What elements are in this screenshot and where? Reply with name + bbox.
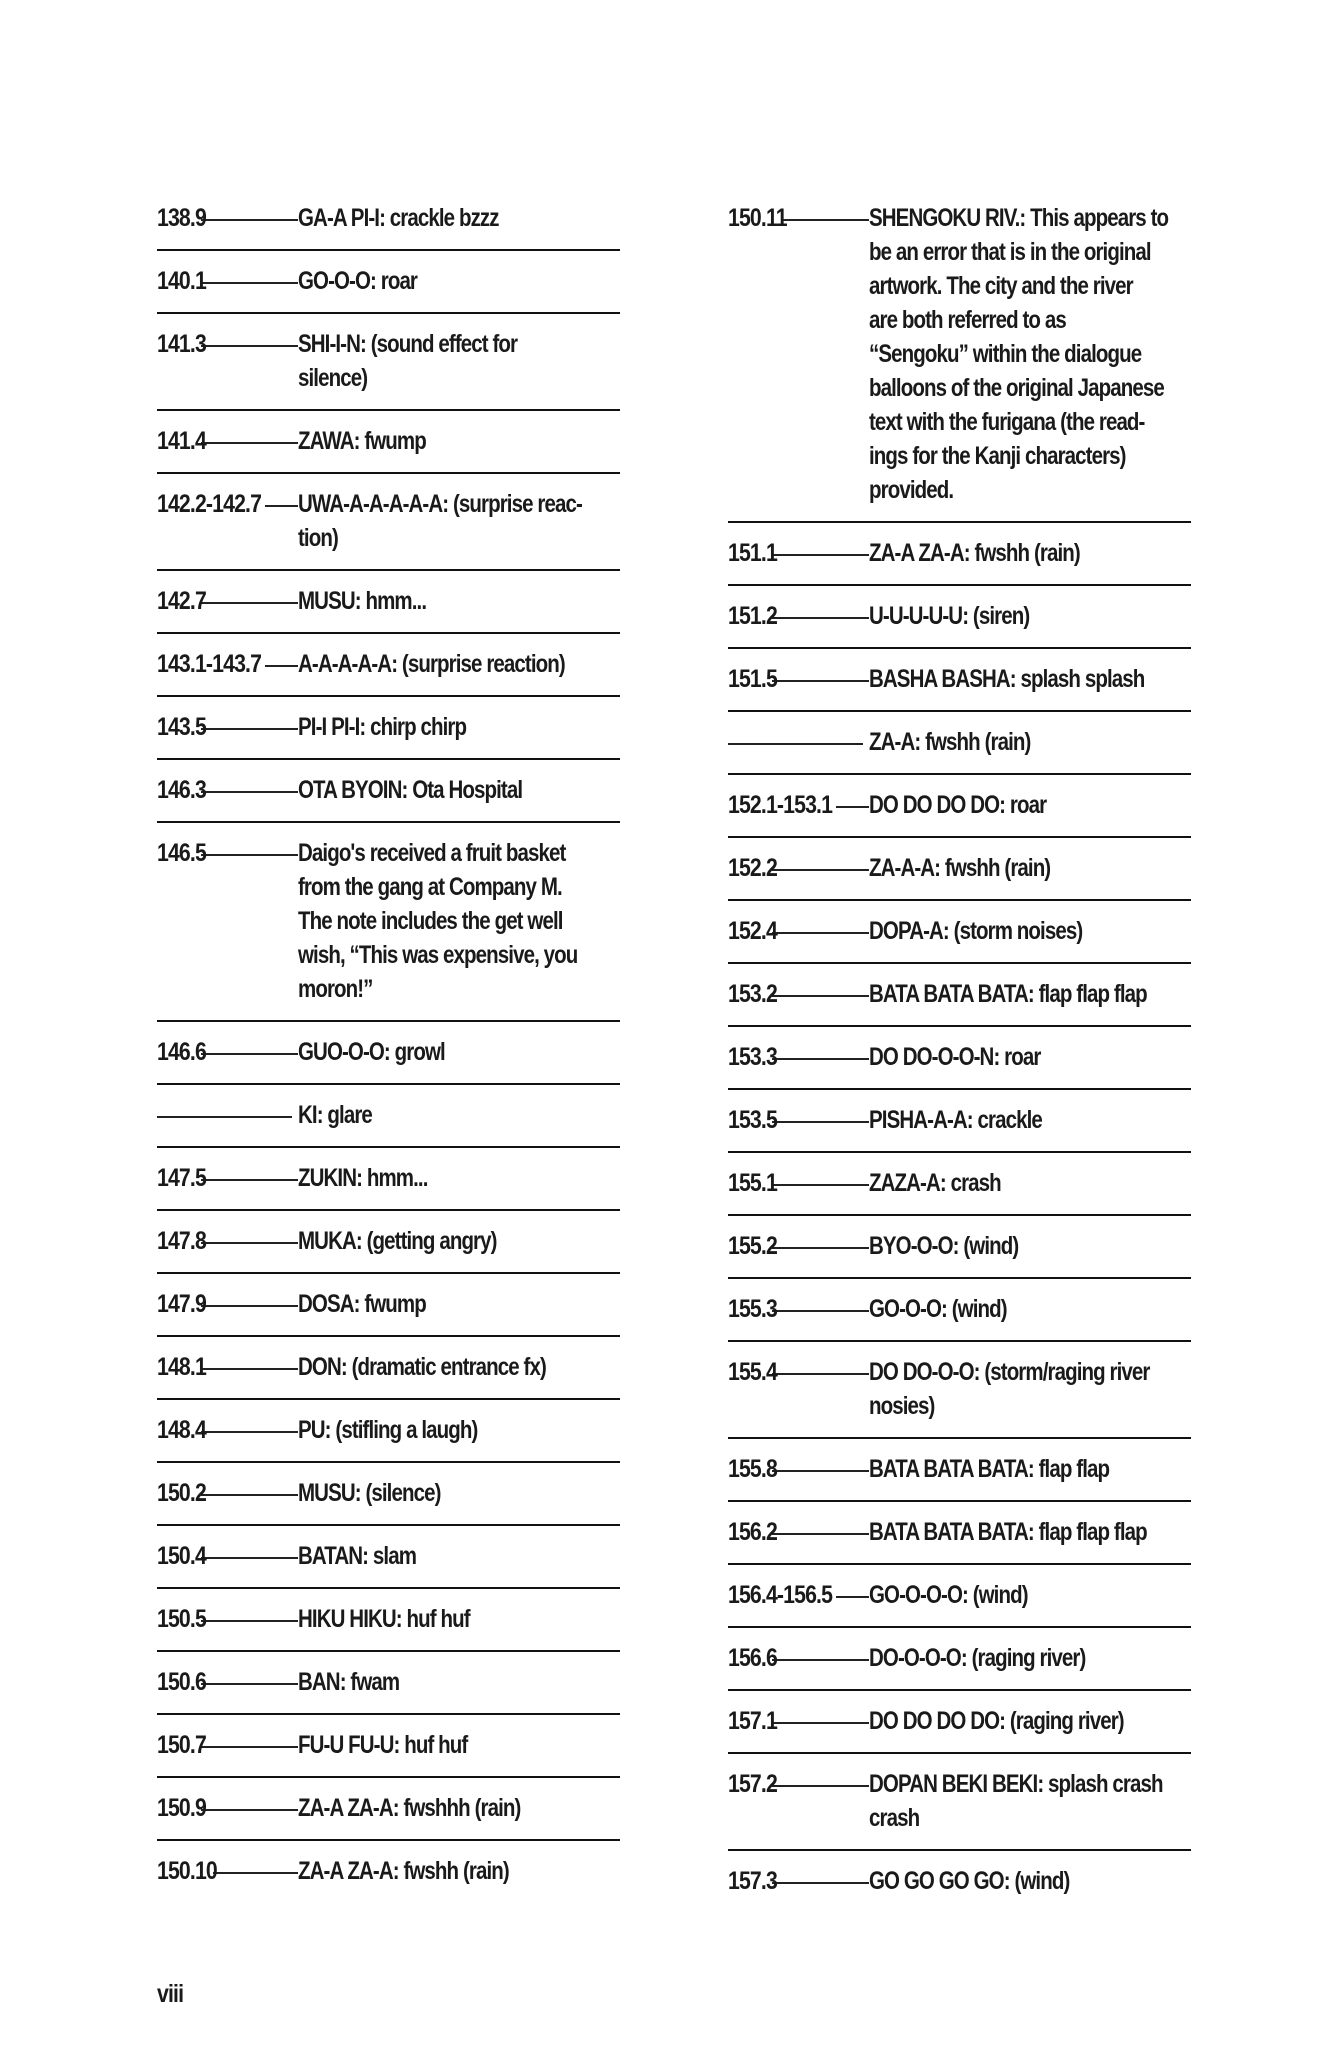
translation-line: DO-O-O-O: (raging river) xyxy=(869,1644,1086,1672)
leader-dash xyxy=(201,1431,298,1433)
leader-dash xyxy=(201,442,298,444)
entry-reference xyxy=(728,851,869,885)
entry-translation xyxy=(869,1355,1211,1423)
leader-dash xyxy=(836,806,869,808)
entry-reference xyxy=(728,1767,869,1835)
page-panel-number: 140.1 xyxy=(157,267,206,295)
page-panel-number: 138.9 xyxy=(157,204,206,232)
entry-translation xyxy=(869,536,1191,570)
entry-translation xyxy=(869,1166,1191,1200)
translation-line: wish, “This was expensive, you xyxy=(298,941,578,969)
entry-translation xyxy=(869,1452,1191,1486)
translation-line: DO DO DO DO: (raging river) xyxy=(869,1707,1124,1735)
translation-line: from the gang at Company M. xyxy=(298,873,562,901)
leader-dash xyxy=(213,1872,298,1874)
glossary-entry xyxy=(728,1279,1191,1342)
entry-translation xyxy=(869,851,1191,885)
translation-line: UWA-A-A-A-A-A: (surprise reac- xyxy=(298,490,582,518)
entry-reference xyxy=(728,1704,869,1738)
page-panel-number: 150.2 xyxy=(157,1479,206,1507)
leader-dash xyxy=(772,554,869,556)
entry-reference xyxy=(157,1098,298,1132)
entry-translation xyxy=(298,836,639,1006)
entry-reference xyxy=(728,725,869,759)
entry-reference xyxy=(157,1728,298,1762)
translation-line: BATA BATA BATA: flap flap flap xyxy=(869,980,1147,1008)
entry-translation xyxy=(298,487,644,555)
page-panel-number: 141.4 xyxy=(157,427,206,455)
page-panel-number: 155.3 xyxy=(728,1295,777,1323)
glossary-entry xyxy=(728,1090,1191,1153)
entry-reference xyxy=(157,773,298,807)
leader-dash xyxy=(772,1785,869,1787)
entry-reference xyxy=(728,1864,869,1898)
page-panel-number: 142.2-142.7 xyxy=(157,490,262,518)
entry-translation xyxy=(869,977,1208,1011)
entry-translation xyxy=(298,1161,620,1195)
page-panel-number: 151.1 xyxy=(728,539,777,567)
page-panel-number: 143.1-143.7 xyxy=(157,650,262,678)
page-panel-number: 150.11 xyxy=(728,204,787,232)
leader-dash xyxy=(201,1494,298,1496)
page-panel-number: 152.4 xyxy=(728,917,777,945)
leader-dash xyxy=(201,1683,298,1685)
translation-line: GO GO GO GO: (wind) xyxy=(869,1867,1070,1895)
entry-translation xyxy=(298,1854,620,1888)
leader-dash xyxy=(772,1533,869,1535)
translation-line: balloons of the original Japanese xyxy=(869,374,1164,402)
page-panel-number: 147.9 xyxy=(157,1290,206,1318)
page-panel-number: 157.3 xyxy=(728,1867,777,1895)
leader-dash xyxy=(201,1179,298,1181)
translation-line: BATA BATA BATA: flap flap xyxy=(869,1455,1110,1483)
translation-line: BAN: fwam xyxy=(298,1668,400,1696)
page-panel-number: 152.1-153.1 xyxy=(728,791,833,819)
leader-dash xyxy=(772,1722,869,1724)
entry-reference xyxy=(157,1854,298,1888)
entry-translation xyxy=(298,584,620,618)
glossary-entry xyxy=(157,571,620,634)
leader-dash xyxy=(201,1809,298,1811)
translation-line: PI-I PI-I: chirp chirp xyxy=(298,713,467,741)
entry-reference xyxy=(728,599,869,633)
leader-dash xyxy=(201,1053,298,1055)
translation-line: Daigo's received a fruit basket xyxy=(298,839,566,867)
page-panel-number: 150.4 xyxy=(157,1542,206,1570)
entry-translation xyxy=(869,1229,1191,1263)
leader-dash xyxy=(772,1247,869,1249)
page-panel-number: 143.5 xyxy=(157,713,206,741)
glossary-entry xyxy=(728,1565,1191,1628)
entry-translation xyxy=(298,1728,620,1762)
glossary-entry xyxy=(728,586,1191,649)
translation-line: MUSU: (silence) xyxy=(298,1479,441,1507)
entry-reference xyxy=(157,1161,298,1195)
entry-translation xyxy=(298,773,620,807)
page-panel-number: 142.7 xyxy=(157,587,206,615)
translation-line: artwork. The city and the river xyxy=(869,272,1133,300)
entry-reference xyxy=(728,201,869,507)
entry-translation xyxy=(298,1476,620,1510)
entry-translation xyxy=(869,1040,1191,1074)
entry-reference xyxy=(157,201,298,235)
entry-translation xyxy=(298,424,620,458)
translation-line: PISHA-A-A: crackle xyxy=(869,1106,1042,1134)
entry-reference xyxy=(157,1287,298,1321)
page-panel-number: 150.10 xyxy=(157,1857,217,1885)
translation-line: A-A-A-A-A: (surprise reaction) xyxy=(298,650,565,678)
entry-reference xyxy=(728,1040,869,1074)
leader-dash xyxy=(201,1368,298,1370)
leader-dash xyxy=(772,1184,869,1186)
glossary-entry xyxy=(157,823,620,1022)
entry-reference xyxy=(728,1578,869,1612)
translation-line: DOPA-A: (storm noises) xyxy=(869,917,1083,945)
page-panel-number: 151.5 xyxy=(728,665,777,693)
glossary-entry xyxy=(728,964,1191,1027)
glossary-entry xyxy=(728,1628,1191,1691)
leader-dash xyxy=(783,219,869,221)
page-panel-number: 146.6 xyxy=(157,1038,206,1066)
glossary-entry xyxy=(728,188,1191,523)
entry-reference xyxy=(157,1350,298,1384)
translation-line: silence) xyxy=(298,364,368,392)
translation-line: KI: glare xyxy=(298,1101,372,1129)
entry-translation xyxy=(298,647,623,681)
entry-reference xyxy=(157,487,298,555)
glossary-entry xyxy=(728,1439,1191,1502)
page-panel-number: 146.3 xyxy=(157,776,206,804)
glossary-entry xyxy=(157,1778,620,1841)
glossary-entry xyxy=(157,1022,620,1085)
translation-line: nosies) xyxy=(869,1392,935,1420)
translation-line: SHI-I-N: (sound effect for xyxy=(298,330,518,358)
entry-reference xyxy=(157,1602,298,1636)
glossary-entry xyxy=(157,1841,620,1902)
glossary-entry xyxy=(728,775,1191,838)
glossary-entry xyxy=(157,474,620,571)
leader-dash xyxy=(201,345,298,347)
translation-line: GO-O-O: (wind) xyxy=(869,1295,1007,1323)
glossary-entry xyxy=(157,1274,620,1337)
entry-reference xyxy=(157,264,298,298)
translation-line: BYO-O-O: (wind) xyxy=(869,1232,1019,1260)
translation-line: DO DO-O-O-N: roar xyxy=(869,1043,1041,1071)
entry-reference xyxy=(157,1476,298,1510)
glossary-entry xyxy=(728,1027,1191,1090)
entry-translation xyxy=(869,1641,1191,1675)
leader-dash xyxy=(201,1242,298,1244)
entry-reference xyxy=(157,1665,298,1699)
translation-line: MUKA: (getting angry) xyxy=(298,1227,497,1255)
entry-translation xyxy=(869,1578,1191,1612)
entry-translation xyxy=(298,710,620,744)
entry-translation xyxy=(298,1287,620,1321)
translation-line: text with the furigana (the read- xyxy=(869,408,1145,436)
leader-dash xyxy=(201,854,298,856)
translation-line: provided. xyxy=(869,476,954,504)
entry-translation xyxy=(298,1224,620,1258)
page-panel-number: 153.2 xyxy=(728,980,777,1008)
translation-line: BATA BATA BATA: flap flap flap xyxy=(869,1518,1147,1546)
translation-line: PU: (stifling a laugh) xyxy=(298,1416,478,1444)
glossary-entry xyxy=(157,411,620,474)
entry-reference xyxy=(157,584,298,618)
glossary-entry xyxy=(157,251,620,314)
leader-dash xyxy=(772,1470,869,1472)
leader-dash xyxy=(772,1310,869,1312)
leader-dash xyxy=(836,1596,869,1598)
glossary-entry xyxy=(157,634,620,697)
leader-dash xyxy=(201,728,298,730)
glossary-column-right xyxy=(728,188,1191,1912)
translation-line: OTA BYOIN: Ota Hospital xyxy=(298,776,523,804)
glossary-entry xyxy=(157,188,620,251)
translation-line: GUO-O-O: growl xyxy=(298,1038,445,1066)
page-panel-number: 148.1 xyxy=(157,1353,206,1381)
page-panel-number: 150.7 xyxy=(157,1731,206,1759)
glossary-entry xyxy=(157,1211,620,1274)
translation-line: ZA-A ZA-A: fwshhh (rain) xyxy=(298,1794,521,1822)
entry-reference xyxy=(728,977,869,1011)
entry-reference xyxy=(728,1452,869,1486)
translation-line: U-U-U-U-U: (siren) xyxy=(869,602,1030,630)
page-panel-number: 147.5 xyxy=(157,1164,206,1192)
translation-line: moron!” xyxy=(298,975,373,1003)
translation-line: FU-U FU-U: huf huf xyxy=(298,1731,468,1759)
entry-translation xyxy=(298,327,620,395)
translation-line: ZAZA-A: crash xyxy=(869,1169,1001,1197)
entry-reference xyxy=(728,1229,869,1263)
page-panel-number: 141.3 xyxy=(157,330,206,358)
leader-dash xyxy=(201,219,298,221)
glossary-entry xyxy=(728,1153,1191,1216)
page-panel-number: 157.2 xyxy=(728,1770,777,1798)
glossary-entry xyxy=(157,1526,620,1589)
entry-translation xyxy=(298,1035,620,1069)
leader-dash xyxy=(157,1116,292,1118)
entry-translation xyxy=(298,1602,620,1636)
page-panel-number: 151.2 xyxy=(728,602,777,630)
translation-line: ZA-A ZA-A: fwshh (rain) xyxy=(869,539,1080,567)
glossary-entry xyxy=(157,1337,620,1400)
glossary-entry xyxy=(728,1216,1191,1279)
leader-dash xyxy=(772,869,869,871)
entry-translation xyxy=(869,1864,1191,1898)
translation-line: ZA-A: fwshh (rain) xyxy=(869,728,1031,756)
glossary-entry xyxy=(728,1851,1191,1912)
entry-translation xyxy=(298,1539,620,1573)
leader-dash xyxy=(265,665,298,667)
entry-translation xyxy=(869,1103,1191,1137)
translation-line: DO DO DO DO: roar xyxy=(869,791,1047,819)
leader-dash xyxy=(772,932,869,934)
entry-reference xyxy=(728,1166,869,1200)
leader-dash xyxy=(772,1373,869,1375)
translation-line: ZUKIN: hmm... xyxy=(298,1164,428,1192)
page-panel-number: 150.5 xyxy=(157,1605,206,1633)
page-panel-number: 156.4-156.5 xyxy=(728,1581,833,1609)
translation-line: ZA-A-A: fwshh (rain) xyxy=(869,854,1051,882)
translation-line: BASHA BASHA: splash splash xyxy=(869,665,1145,693)
translation-line: ings for the Kanji characters) xyxy=(869,442,1126,470)
leader-dash xyxy=(265,505,298,507)
leader-dash xyxy=(201,1620,298,1622)
entry-translation xyxy=(869,788,1191,822)
translation-line: GO-O-O: roar xyxy=(298,267,418,295)
entry-reference xyxy=(157,647,298,681)
leader-dash xyxy=(772,995,869,997)
leader-dash xyxy=(201,1305,298,1307)
entry-translation xyxy=(869,725,1191,759)
entry-reference xyxy=(728,1292,869,1326)
entry-translation xyxy=(869,1704,1191,1738)
entry-translation xyxy=(298,264,620,298)
glossary-entry xyxy=(157,1715,620,1778)
translation-line: DO DO-O-O: (storm/raging river xyxy=(869,1358,1150,1386)
entry-reference xyxy=(157,1035,298,1069)
page-panel-number: 153.3 xyxy=(728,1043,777,1071)
leader-dash xyxy=(772,1058,869,1060)
translation-line: ZAWA: fwump xyxy=(298,427,426,455)
entry-translation xyxy=(869,201,1234,507)
entry-translation xyxy=(298,1791,620,1825)
glossary-entry xyxy=(157,1589,620,1652)
glossary-entry xyxy=(728,1342,1191,1439)
glossary-entry xyxy=(157,1085,620,1148)
leader-dash xyxy=(772,680,869,682)
glossary-entry xyxy=(157,1148,620,1211)
page-panel-number: 148.4 xyxy=(157,1416,206,1444)
glossary-entry xyxy=(157,314,620,411)
translation-line: The note includes the get well xyxy=(298,907,563,935)
page-panel-number: 155.4 xyxy=(728,1358,777,1386)
translation-line: tion) xyxy=(298,524,338,552)
entry-reference xyxy=(728,662,869,696)
entry-translation xyxy=(869,662,1205,696)
leader-dash xyxy=(772,1882,869,1884)
entry-translation xyxy=(869,914,1191,948)
glossary-entry xyxy=(157,697,620,760)
leader-dash xyxy=(772,1659,869,1661)
translation-line: BATAN: slam xyxy=(298,1542,417,1570)
entry-reference xyxy=(728,1355,869,1423)
glossary-entry xyxy=(728,1754,1191,1851)
page-panel-number: 152.2 xyxy=(728,854,777,882)
entry-translation xyxy=(298,201,620,235)
glossary-entry xyxy=(728,1502,1191,1565)
translation-line: GA-A PI-I: crackle bzzz xyxy=(298,204,499,232)
entry-reference xyxy=(728,1641,869,1675)
page-panel-number: 156.2 xyxy=(728,1518,777,1546)
leader-dash xyxy=(201,791,298,793)
translation-line: crash xyxy=(869,1804,920,1832)
glossary-entry xyxy=(728,901,1191,964)
page-panel-number: 146.5 xyxy=(157,839,206,867)
translation-line: MUSU: hmm... xyxy=(298,587,427,615)
entry-reference xyxy=(728,536,869,570)
translation-line: “Sengoku” within the dialogue xyxy=(869,340,1142,368)
translation-line: are both referred to as xyxy=(869,306,1066,334)
leader-dash xyxy=(201,602,298,604)
entry-reference xyxy=(157,1224,298,1258)
entry-reference xyxy=(157,710,298,744)
translation-line: HIKU HIKU: huf huf xyxy=(298,1605,470,1633)
translation-line: DON: (dramatic entrance fx) xyxy=(298,1353,546,1381)
glossary-entry xyxy=(728,523,1191,586)
glossary-column-left xyxy=(157,188,620,1902)
leader-dash xyxy=(201,1557,298,1559)
entry-reference xyxy=(157,836,298,1006)
page-panel-number: 155.8 xyxy=(728,1455,777,1483)
page-panel-number: 157.1 xyxy=(728,1707,777,1735)
entry-translation xyxy=(869,1292,1191,1326)
entry-reference xyxy=(728,788,869,822)
entry-translation xyxy=(298,1665,620,1699)
leader-dash xyxy=(201,1746,298,1748)
entry-reference xyxy=(157,327,298,395)
entry-translation xyxy=(869,1767,1227,1835)
glossary-entry xyxy=(157,1400,620,1463)
entry-reference xyxy=(157,1791,298,1825)
entry-translation xyxy=(298,1413,620,1447)
entry-reference xyxy=(157,424,298,458)
leader-dash xyxy=(728,743,863,745)
entry-reference xyxy=(728,1515,869,1549)
translation-line: SHENGOKU RIV.: This appears to xyxy=(869,204,1169,232)
translation-line: GO-O-O-O: (wind) xyxy=(869,1581,1028,1609)
page-panel-number: 155.2 xyxy=(728,1232,777,1260)
entry-reference xyxy=(728,1103,869,1137)
translation-line: DOSA: fwump xyxy=(298,1290,426,1318)
page-number: viii xyxy=(157,1980,184,2008)
page-panel-number: 155.1 xyxy=(728,1169,777,1197)
translation-line: be an error that is in the original xyxy=(869,238,1151,266)
entry-translation xyxy=(298,1098,620,1132)
leader-dash xyxy=(772,617,869,619)
entry-reference xyxy=(728,914,869,948)
entry-reference xyxy=(157,1539,298,1573)
leader-dash xyxy=(772,1121,869,1123)
glossary-entry xyxy=(157,760,620,823)
entry-translation xyxy=(298,1350,620,1384)
page-panel-number: 156.6 xyxy=(728,1644,777,1672)
page-panel-number: 150.9 xyxy=(157,1794,206,1822)
page-panel-number: 150.6 xyxy=(157,1668,206,1696)
glossary-entry xyxy=(728,838,1191,901)
glossary-entry xyxy=(728,649,1191,712)
translation-line: ZA-A ZA-A: fwshh (rain) xyxy=(298,1857,509,1885)
leader-dash xyxy=(201,282,298,284)
page-panel-number: 147.8 xyxy=(157,1227,206,1255)
glossary-entry xyxy=(728,712,1191,775)
entry-translation xyxy=(869,599,1191,633)
glossary-entry xyxy=(157,1463,620,1526)
glossary-entry xyxy=(728,1691,1191,1754)
page-panel-number: 153.5 xyxy=(728,1106,777,1134)
entry-translation xyxy=(869,1515,1208,1549)
entry-reference xyxy=(157,1413,298,1447)
glossary-entry xyxy=(157,1652,620,1715)
translation-line: DOPAN BEKI BEKI: splash crash xyxy=(869,1770,1163,1798)
